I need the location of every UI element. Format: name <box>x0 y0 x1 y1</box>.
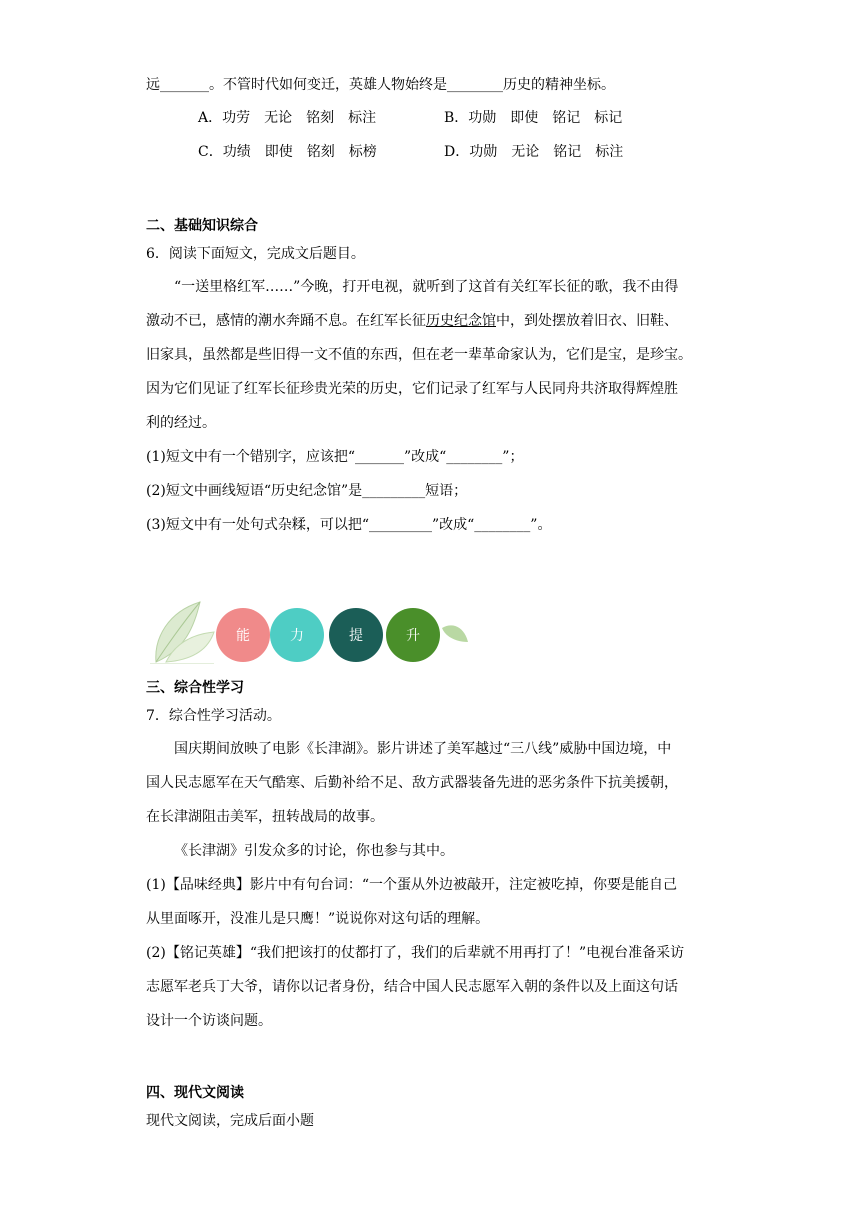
q7-passage-line-3: 在长津湖阻击美军，扭转战局的故事。 <box>146 809 384 825</box>
underlined-phrase: 历史纪念馆 <box>426 313 496 329</box>
section-heading-2: 二、基础知识综合 <box>146 218 258 234</box>
banner-char-2: 力 <box>290 628 304 644</box>
q6-passage-line-1: “一送里格红军……”今晚，打开电视，就听到了这首有关红军长征的歌，我不由得 <box>174 279 679 295</box>
banner-circle-3 <box>329 608 383 662</box>
q5-option-c: C．功绩 即使 铭刻 标榜 <box>198 144 377 160</box>
q7-intro: 7．综合性学习活动。 <box>146 708 281 724</box>
q7-passage-line-4: 《长津湖》引发众多的讨论，你也参与其中。 <box>174 843 454 859</box>
section-heading-3: 三、综合性学习 <box>146 680 244 696</box>
q7-sub2-line-2: 志愿军老兵丁大爷，请你以记者身份，结合中国人民志愿军入朝的条件以及上面这句话 <box>146 979 678 995</box>
q5-option-a: A．功劳 无论 铭刻 标注 <box>198 110 377 126</box>
q6-passage-text: 激动不已，感情的潮水奔踊不息。在红军长征 <box>146 313 426 329</box>
q7-passage-line-1: 国庆期间放映了电影《长津湖》。影片讲述了美军越过“三八线”威胁中国边境，中 <box>174 741 672 757</box>
q7-passage-line-2: 国人民志愿军在天气酷寒、后勤补给不足、敌方武器装备先进的恶劣条件下抗美援朝， <box>146 775 678 791</box>
q6-sub-question-3: (3)短文中有一处句式杂糅，可以把“_________”改成“________”。 <box>146 517 552 533</box>
banner-circle-4 <box>386 608 440 662</box>
banner-char-4: 升 <box>406 628 420 644</box>
section-heading-4: 四、现代文阅读 <box>146 1085 244 1101</box>
section4-intro: 现代文阅读，完成后面小题 <box>146 1113 314 1129</box>
q5-stem-line: 远_______。不管时代如何变迁，英雄人物始终是________历史的精神坐标。 <box>146 77 615 93</box>
q7-sub1-line-2: 从里面啄开，没准儿是只鹰！”说说你对这句话的理解。 <box>146 911 490 927</box>
q6-sub-question-1: (1)短文中有一个错别字，应该把“_______”改成“________”； <box>146 449 524 465</box>
q5-option-b: B．功勋 即使 铭记 标记 <box>444 110 623 126</box>
q6-passage-text-rest: 中，到处摆放着旧衣、旧鞋、 <box>496 313 678 329</box>
banner-char-1: 能 <box>236 628 250 644</box>
banner-circle-2 <box>270 608 324 662</box>
small-leaf-icon <box>440 622 470 646</box>
q7-sub1-line-1: (1)【品味经典】影片中有句台词：“一个蛋从外边被敲开，注定被吃掉，你要是能自己 <box>146 877 677 893</box>
q7-sub2-line-3: 设计一个访谈问题。 <box>146 1013 272 1029</box>
q6-intro: 6．阅读下面短文，完成文后题目。 <box>146 246 365 262</box>
banner-circle-1 <box>216 608 270 662</box>
q6-passage-line-3: 旧家具，虽然都是些旧得一文不值的东西，但在老一辈革命家认为，它们是宝，是珍宝。 <box>146 347 692 363</box>
q6-passage-line-2 <box>146 310 678 330</box>
q6-sub-question-2: (2)短文中画线短语“历史纪念馆”是_________短语； <box>146 483 468 499</box>
leaf-decoration-icon <box>148 598 218 664</box>
q5-option-d: D．功勋 无论 铭记 标注 <box>444 144 624 160</box>
q6-passage-line-4: 因为它们见证了红军长征珍贵光荣的历史，它们记录了红军与人民同舟共济取得辉煌胜 <box>146 381 678 397</box>
banner-char-3: 提 <box>349 628 363 644</box>
q7-sub2-line-1: (2)【铭记英雄】“我们把该打的仗都打了，我们的后辈就不用再打了！”电视台准备采访 <box>146 945 685 961</box>
q6-passage-line-5: 利的经过。 <box>146 415 216 431</box>
ability-banner <box>148 598 478 666</box>
